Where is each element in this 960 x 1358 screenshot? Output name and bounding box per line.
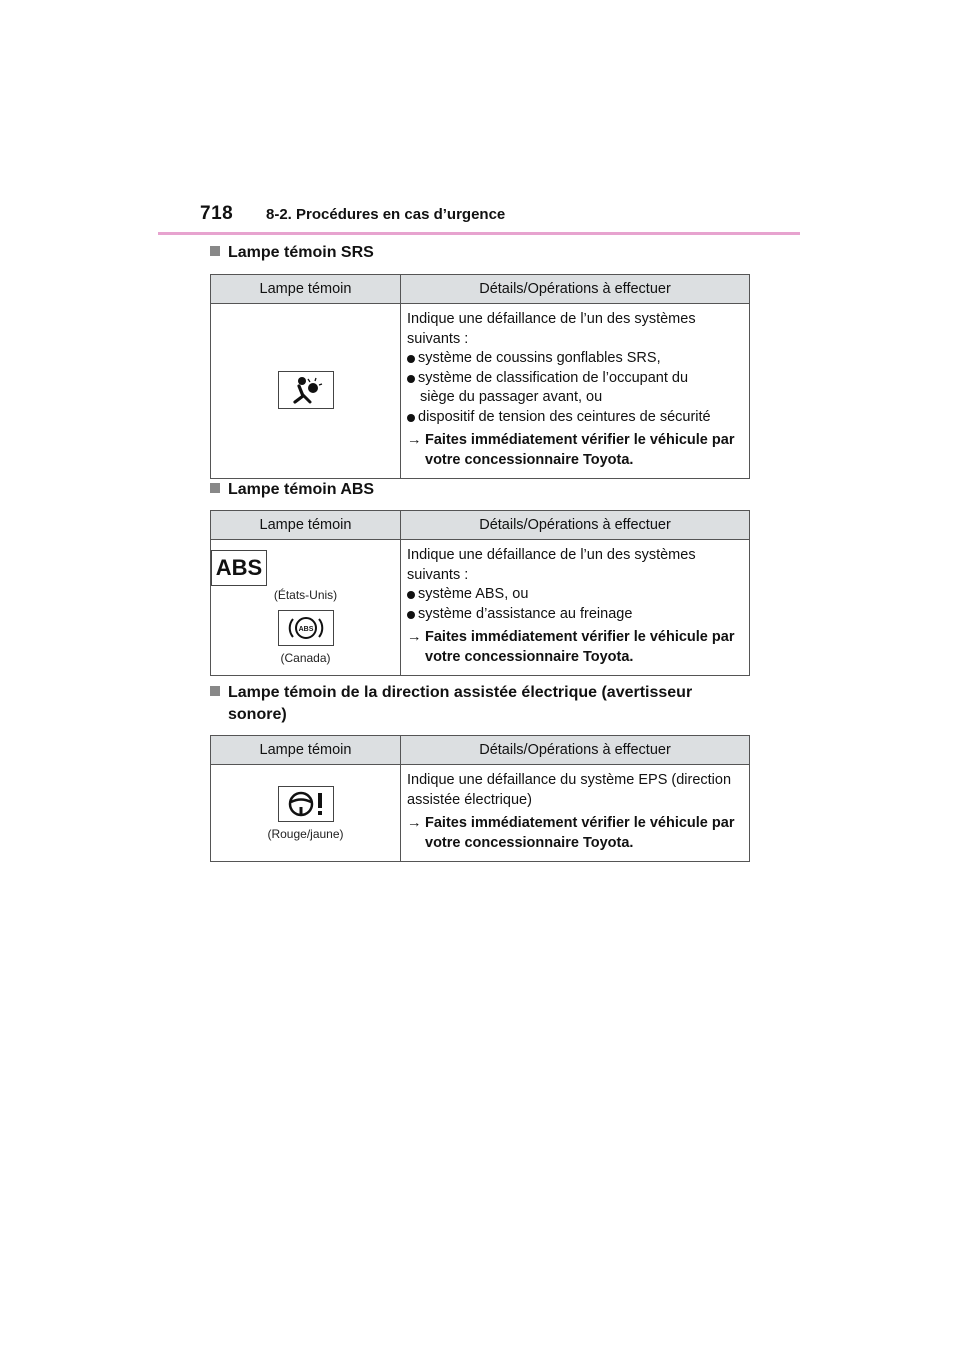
section-heading-abs	[210, 479, 374, 501]
details-cell	[401, 765, 750, 862]
action-instruction: → Faites immédiatement vérifier le véhicule par votre concessionnaire Toyota.	[407, 628, 743, 667]
square-bullet-icon	[210, 246, 220, 256]
section-title: Lampe témoin ABS	[228, 481, 375, 498]
lamp-cell	[211, 304, 401, 479]
list-item: dispositif de tension des ceintures de sécurité	[407, 408, 743, 428]
section-heading-eps	[210, 682, 750, 726]
arrow-right-icon: →	[407, 815, 422, 831]
column-header-details: Détails/Opérations à effectuer	[401, 736, 750, 765]
lamp-caption: (Rouge/jaune)	[267, 826, 344, 841]
steering-wheel-warning-icon	[278, 786, 334, 822]
section-heading-srs	[210, 242, 374, 264]
lamp-caption: (États-Unis)	[273, 588, 338, 602]
details-intro: Indique une défaillance de l’un des systèmes suivants :	[407, 311, 696, 347]
bullet-dot-icon	[407, 355, 415, 363]
section-title: Lampe témoin SRS	[228, 244, 374, 261]
srs-warning-table	[210, 274, 750, 479]
action-instruction: → Faites immédiatement vérifier le véhicule par votre concessionnaire Toyota.	[407, 431, 743, 470]
chapter-title: 8-2. Procédures en cas d’urgence	[266, 206, 506, 223]
list-item-continued: siège du passager avant, ou	[420, 389, 603, 405]
column-header-details: Détails/Opérations à effectuer	[401, 511, 750, 540]
abs-circle-icon	[278, 610, 334, 646]
arrow-right-icon: →	[407, 629, 422, 645]
list-item: système de classification de l’occupant du	[407, 369, 743, 389]
header-rule	[158, 232, 800, 235]
lamp-cell	[211, 540, 401, 676]
arrow-right-icon: →	[407, 432, 422, 448]
column-header-details: Détails/Opérations à effectuer	[401, 275, 750, 304]
square-bullet-icon	[210, 686, 220, 696]
bullet-dot-icon	[407, 611, 415, 619]
bullet-dot-icon	[407, 414, 415, 422]
column-header-lamp: Lampe témoin	[211, 275, 401, 304]
list-item: système ABS, ou	[407, 585, 743, 605]
bullet-dot-icon	[407, 591, 415, 599]
square-bullet-icon	[210, 483, 220, 493]
lamp-caption: (Canada)	[280, 651, 331, 665]
bullet-dot-icon	[407, 375, 415, 383]
abs-text-icon: ABS	[211, 550, 267, 586]
page-header	[200, 203, 505, 225]
eps-warning-table	[210, 735, 750, 862]
action-instruction: → Faites immédiatement vérifier le véhicule par votre concessionnaire Toyota.	[407, 814, 743, 853]
abs-circle-label: ABS	[298, 626, 313, 633]
page-number: 718	[200, 203, 234, 224]
list-item: système de coussins gonflables SRS,	[407, 349, 743, 369]
section-title: Lampe témoin de la direction assistée électrique (avertisseur sonore)	[228, 684, 693, 723]
airbag-warning-icon	[278, 371, 334, 409]
column-header-lamp: Lampe témoin	[211, 511, 401, 540]
lamp-cell	[211, 765, 401, 862]
abs-warning-table	[210, 510, 750, 676]
details-cell	[401, 304, 750, 479]
details-intro: Indique une défaillance du système EPS (direction assistée électrique)	[407, 772, 732, 808]
list-item: système d’assistance au freinage	[407, 605, 743, 625]
column-header-lamp: Lampe témoin	[211, 736, 401, 765]
details-cell	[401, 540, 750, 676]
details-intro: Indique une défaillance de l’un des systèmes suivants :	[407, 547, 696, 583]
